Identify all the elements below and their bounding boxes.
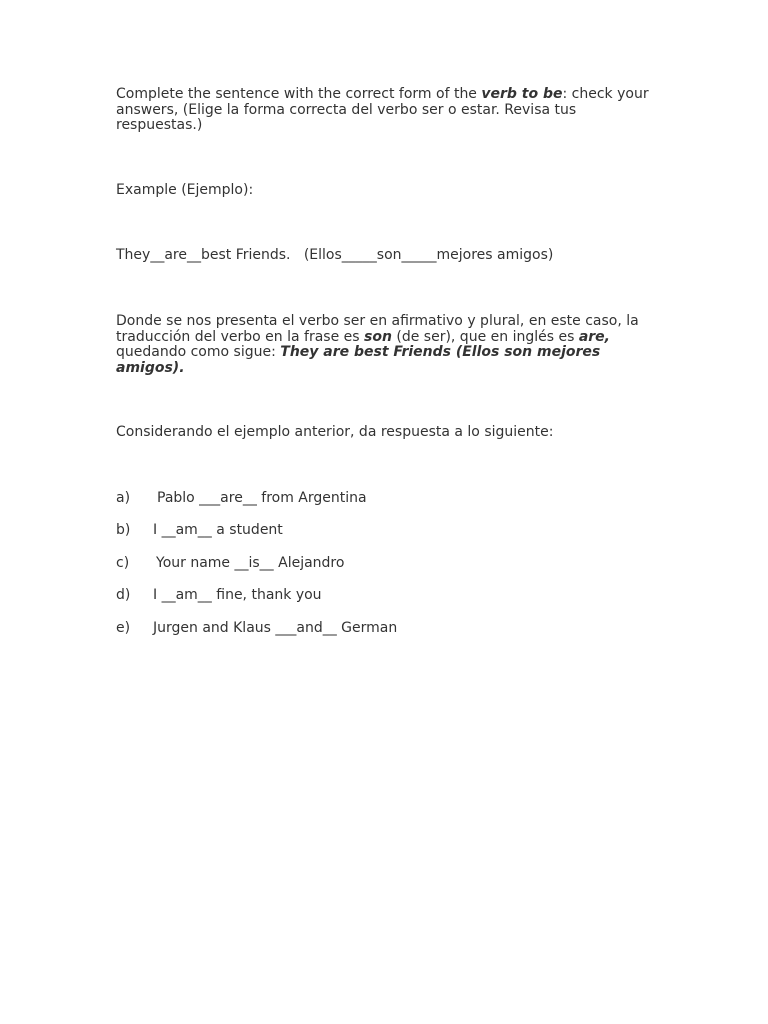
list-item-b <box>116 522 656 538</box>
list-item-c <box>116 555 656 571</box>
explanation-bold-final: They are best Friends (Ellos son mejores amigos). <box>116 344 601 376</box>
explanation-text-2: (de ser), que en inglés es <box>391 328 579 345</box>
list-marker: a) <box>116 490 131 506</box>
list-marker: e) <box>116 620 131 636</box>
list-item-text: I __am__ a student <box>153 522 283 538</box>
explanation-text-3: quedando como sigue: <box>116 344 281 360</box>
explanation-text-1: Donde se nos presenta el verbo ser en afirmativo y plural, en este caso, la traducción del verbo en la frase es <box>116 313 639 345</box>
list-item-e <box>116 620 656 636</box>
list-item-text: I __am__ fine, thank you <box>153 587 322 603</box>
list-item-d <box>116 587 656 603</box>
instructions-bold-verb: verb to be <box>481 86 563 102</box>
list-marker: b) <box>116 522 131 538</box>
instructions-text-1: Complete the sentence with the correct form of the <box>116 86 482 102</box>
explanation-bold-are: are, <box>578 328 610 345</box>
explanation-paragraph <box>116 314 656 376</box>
list-marker: d) <box>116 587 131 603</box>
list-item-text: Pablo ___are__ from Argentina <box>157 490 367 506</box>
example-sentence: They__are__best Friends. (Ellos_____son_____mejores amigos) <box>116 247 554 263</box>
instructions-paragraph <box>116 87 656 134</box>
list-item-text: Your name __is__ Alejandro <box>156 555 345 571</box>
list-marker: c) <box>116 555 130 571</box>
instructions-text-2: : check your answers, (Elige la forma correcta del verbo ser o estar. Revisa tus respuestas.) <box>116 86 649 133</box>
list-item-text: Jurgen and Klaus ___and__ German <box>153 620 398 636</box>
list-item-a <box>116 490 656 506</box>
explanation-bold-son: son <box>364 328 392 345</box>
example-label: Example (Ejemplo): <box>116 182 254 198</box>
considering-text: Considerando el ejemplo anterior, da respuesta a lo siguiente: <box>116 424 554 440</box>
